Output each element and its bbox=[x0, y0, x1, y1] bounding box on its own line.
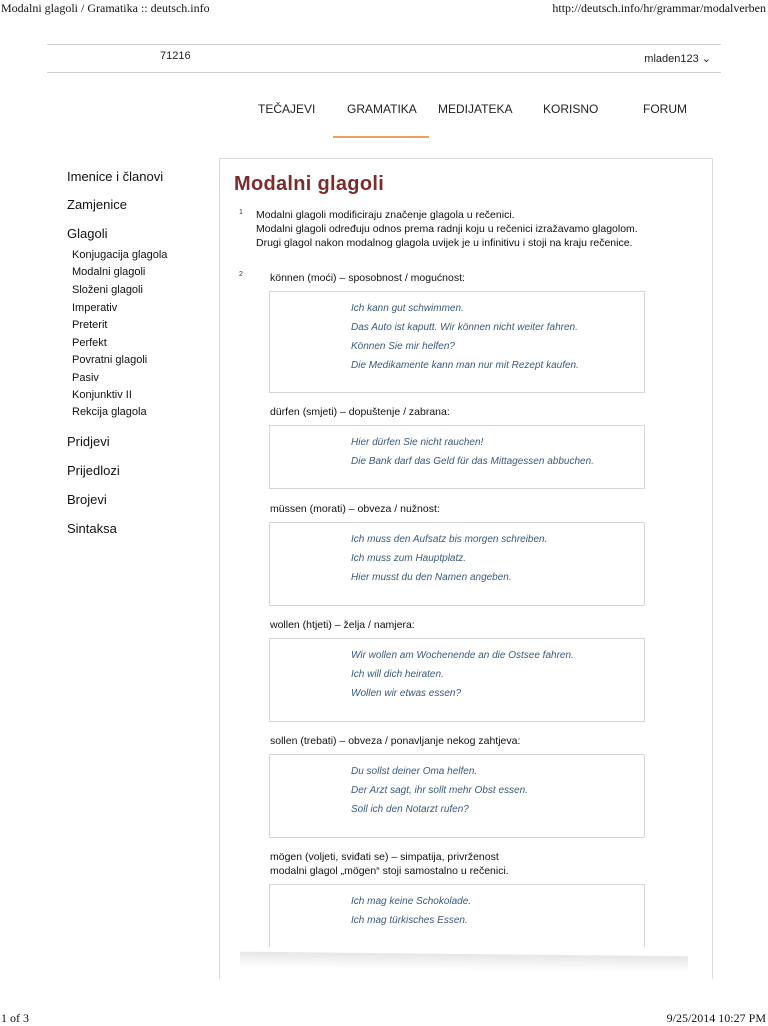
section-label-wollen: wollen (htjeti) – želja / namjera: bbox=[270, 619, 415, 631]
sidebar-item-zamjenice[interactable]: Zamjenice bbox=[67, 197, 127, 212]
example-sentence: Der Arzt sagt, ihr sollt mehr Obst essen. bbox=[351, 785, 528, 796]
sidebar-item-sintaksa[interactable]: Sintaksa bbox=[67, 521, 117, 536]
section-marker-1: 1 bbox=[239, 209, 243, 216]
sidebar-subitem-slozeni[interactable]: Složeni glagoli bbox=[72, 284, 143, 296]
intro-text bbox=[256, 208, 638, 250]
example-sentence: Soll ich den Notarzt rufen? bbox=[351, 804, 469, 815]
tab-gramatika[interactable]: GRAMATIKA bbox=[347, 102, 417, 116]
example-sentence: Wollen wir etwas essen? bbox=[351, 688, 462, 699]
example-box-moegen bbox=[269, 884, 645, 947]
example-sentence: Du sollst deiner Oma helfen. bbox=[351, 766, 478, 777]
section-label-koennen: können (moći) – sposobnost / mogućnost: bbox=[270, 272, 465, 284]
example-sentence: Die Bank darf das Geld für das Mittagessen abbuchen. bbox=[351, 456, 594, 467]
section-label-sollen: sollen (trebati) – obveza / ponavljanje nekog zahtjeva: bbox=[270, 735, 521, 747]
section-marker-2: 2 bbox=[239, 271, 243, 278]
active-tab-indicator bbox=[333, 136, 429, 138]
sidebar-item-imenice[interactable]: Imenice i članovi bbox=[67, 169, 164, 184]
tab-korisno[interactable]: KORISNO bbox=[543, 102, 599, 116]
section-label-moegen-note: modalni glagol „mögen“ stoji samostalno u rečenici. bbox=[270, 865, 509, 877]
sidebar-subitem-modalni[interactable]: Modalni glagoli bbox=[72, 266, 146, 278]
tab-tecajevi[interactable]: TEČAJEVI bbox=[258, 102, 316, 116]
example-sentence: Ich mag türkisches Essen. bbox=[351, 915, 468, 926]
section-label-moegen: mögen (voljeti, sviđati se) – simpatija, privrženost bbox=[270, 851, 499, 863]
print-page-number: 1 of 3 bbox=[1, 1011, 29, 1025]
example-box-duerfen bbox=[269, 425, 645, 489]
sidebar-item-brojevi[interactable]: Brojevi bbox=[67, 492, 107, 507]
example-box-sollen bbox=[269, 754, 645, 838]
print-timestamp: 9/25/2014 10:27 PM bbox=[666, 1011, 766, 1025]
example-sentence: Die Medikamente kann man nur mit Rezept kaufen. bbox=[351, 360, 579, 371]
sidebar-item-prijedlozi[interactable]: Prijedlozi bbox=[67, 463, 120, 478]
example-sentence: Hier musst du den Namen angeben. bbox=[351, 572, 512, 583]
intro-line: Drugi glagol nakon modalnog glagola uvijek je u infinitivu i stoji na kraju rečenice. bbox=[256, 237, 633, 249]
example-sentence: Wir wollen am Wochenende an die Ostsee fahren. bbox=[351, 650, 574, 661]
page-title: Modalni glagoli bbox=[234, 173, 385, 195]
example-box-wollen bbox=[269, 638, 645, 722]
tab-forum[interactable]: FORUM bbox=[643, 102, 687, 116]
example-sentence: Ich muss zum Hauptplatz. bbox=[351, 553, 467, 564]
sidebar-subitem-preterit[interactable]: Preterit bbox=[72, 319, 108, 331]
user-menu[interactable]: mladen123 ⌄ bbox=[644, 53, 711, 65]
sidebar-subitem-rekcija[interactable]: Rekcija glagola bbox=[72, 406, 147, 418]
sidebar-item-glagoli[interactable]: Glagoli bbox=[67, 226, 108, 241]
sidebar-item-pridjevi[interactable]: Pridjevi bbox=[67, 434, 110, 449]
example-sentence: Ich kann gut schwimmen. bbox=[351, 303, 464, 314]
sidebar-subitem-perfekt[interactable]: Perfekt bbox=[72, 337, 107, 349]
top-bar bbox=[47, 44, 721, 73]
sidebar-subitem-pasiv[interactable]: Pasiv bbox=[72, 372, 99, 384]
visitor-counter: 71216 bbox=[160, 50, 191, 62]
example-sentence: Können Sie mir helfen? bbox=[351, 341, 455, 352]
tab-medijateka[interactable]: MEDIJATEKA bbox=[438, 102, 513, 116]
intro-line: Modalni glagoli modificiraju značenje glagola u rečenici. bbox=[256, 209, 515, 221]
print-url: http://deutsch.info/hr/grammar/modalverben bbox=[552, 1, 766, 15]
example-box-muessen bbox=[269, 522, 645, 606]
example-sentence: Ich will dich heiraten. bbox=[351, 669, 444, 680]
sidebar-subitem-konjunktiv[interactable]: Konjunktiv II bbox=[72, 389, 132, 401]
intro-line: Modalni glagoli određuju odnos prema radnji koju u rečenici izražavamo glagolom. bbox=[256, 223, 638, 235]
sidebar-subitem-konjugacija[interactable]: Konjugacija glagola bbox=[72, 249, 168, 261]
section-label-duerfen: dürfen (smjeti) – dopuštenje / zabrana: bbox=[270, 406, 450, 418]
example-sentence: Ich muss den Aufsatz bis morgen schreiben. bbox=[351, 534, 548, 545]
print-title: Modalni glagoli / Gramatika :: deutsch.info bbox=[1, 1, 210, 15]
example-sentence: Hier dürfen Sie nicht rauchen! bbox=[351, 437, 484, 448]
example-box-koennen bbox=[269, 291, 645, 393]
example-sentence: Ich mag keine Schokolade. bbox=[351, 896, 472, 907]
example-sentence: Das Auto ist kaputt. Wir können nicht weiter fahren. bbox=[351, 322, 578, 333]
section-label-muessen: müssen (morati) – obveza / nužnost: bbox=[270, 503, 440, 515]
sidebar-subitem-povratni[interactable]: Povratni glagoli bbox=[72, 354, 148, 366]
sidebar-subitem-imperativ[interactable]: Imperativ bbox=[72, 302, 118, 314]
